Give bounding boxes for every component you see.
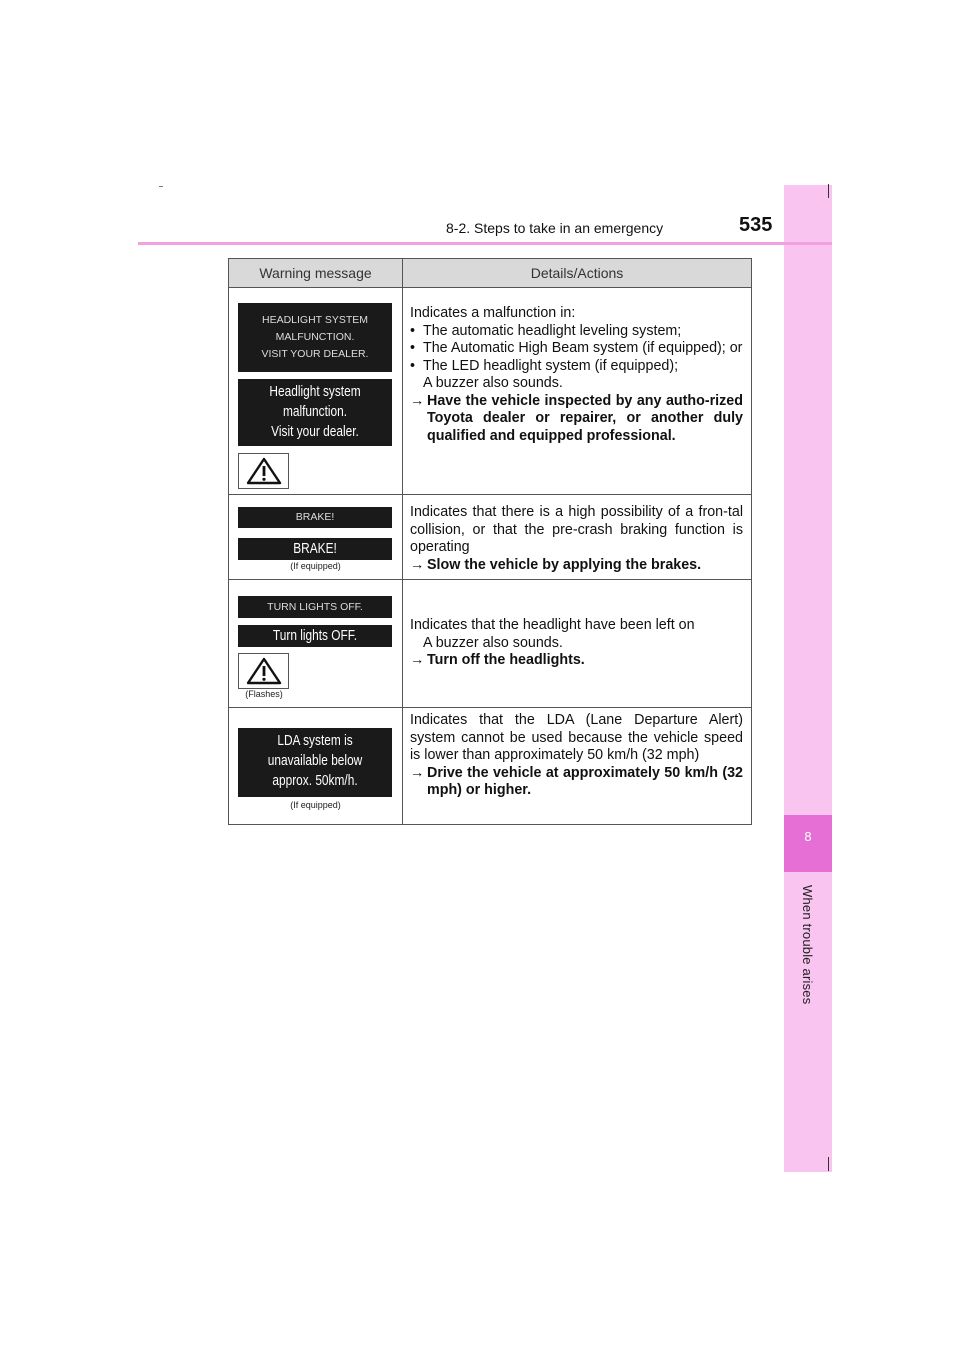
list-item	[410, 323, 743, 341]
table-row	[229, 288, 751, 495]
table-row	[229, 495, 751, 580]
warning-message-cell	[229, 495, 403, 579]
warning-message-display-alt	[238, 538, 392, 560]
action-item	[410, 557, 743, 575]
table-row	[229, 580, 751, 708]
header-rule	[138, 242, 832, 245]
action-text: Slow the vehicle by applying the brakes.	[427, 556, 702, 573]
message-line: unavailable below	[267, 753, 363, 769]
details-description: Indicates that there is a high possibility of a fron-tal collision, or that the pre-crash braking function is operating	[410, 504, 743, 555]
warning-message-cell	[229, 580, 403, 707]
warning-message-display-alt	[238, 728, 392, 797]
message-line: approx. 50km/h.	[272, 773, 358, 789]
warning-message-cell	[229, 288, 403, 494]
message-line: malfunction.	[282, 404, 348, 420]
warning-message-display-alt	[238, 625, 392, 647]
message-line: HEADLIGHT SYSTEM	[262, 314, 368, 326]
details-description: Indicates that the headlight have been left on	[410, 617, 695, 633]
action-text: Drive the vehicle at approximately 50 km/h (32 mph) or higher.	[427, 764, 743, 798]
caption: (If equipped)	[290, 800, 341, 810]
action-item	[410, 652, 743, 670]
crop-mark	[828, 184, 829, 198]
arrow-icon: →	[410, 392, 425, 409]
action-item	[410, 393, 743, 446]
arrow-icon: →	[410, 764, 425, 781]
table-row	[229, 708, 751, 824]
warning-message-display	[238, 303, 392, 372]
warning-message-display-alt	[238, 379, 392, 446]
section-title: 8-2. Steps to take in an emergency	[446, 220, 664, 236]
details-note: A buzzer also sounds.	[423, 634, 563, 651]
details-description: Indicates that the LDA (Lane Departure Alert) system cannot be used because the vehicle speed is lower than approximately 50 km/h (32 mph)	[410, 712, 743, 763]
arrow-icon: →	[410, 556, 425, 573]
details-cell	[403, 580, 751, 707]
arrow-icon: →	[410, 652, 425, 668]
page-number: 535	[739, 214, 773, 236]
list-item	[410, 358, 743, 376]
crop-mark	[159, 186, 163, 187]
bullet: •	[410, 322, 416, 339]
warning-message-table	[228, 258, 752, 825]
list-item-text: The LED headlight system (if equipped);	[423, 357, 679, 374]
list-item-text: The Automatic High Beam system (if equipped); or	[423, 340, 743, 356]
message-line: Headlight system	[269, 384, 361, 400]
action-text: Have the vehicle inspected by any autho-rized Toyota dealer or repairer, or another duly qualified and equipped professional.	[427, 392, 743, 444]
message-line: Visit your dealer.	[271, 424, 359, 440]
chapter-title: When trouble arises	[800, 885, 815, 1005]
chapter-side-tab	[784, 185, 832, 1172]
warning-message-display	[238, 507, 392, 528]
list-item-text: The automatic headlight leveling system;	[423, 322, 682, 339]
message-line: MALFUNCTION.	[275, 331, 355, 343]
bullet: •	[410, 340, 416, 356]
list-item	[410, 340, 743, 358]
warning-triangle-icon	[238, 653, 289, 689]
warning-message-display	[238, 596, 392, 618]
column-header-details: Details/Actions	[530, 265, 624, 281]
details-intro: Indicates a malfunction in:	[410, 305, 576, 321]
chapter-number: 8	[784, 815, 832, 872]
warning-triangle-icon	[238, 453, 289, 489]
table-header	[229, 259, 751, 288]
details-cell	[403, 708, 751, 824]
details-cell	[403, 288, 751, 494]
column-header-warning: Warning message	[229, 259, 403, 287]
crop-mark	[828, 1157, 829, 1171]
bullet: •	[410, 357, 416, 374]
message-line: Turn lights OFF.	[272, 628, 358, 644]
message-line: BRAKE!	[295, 511, 335, 523]
action-item	[410, 765, 743, 800]
message-line: TURN LIGHTS OFF.	[267, 601, 363, 613]
message-line: VISIT YOUR DEALER.	[261, 348, 369, 360]
message-line: LDA system is	[277, 733, 353, 749]
caption: (If equipped)	[290, 561, 341, 571]
warning-message-cell	[229, 708, 403, 824]
details-note: A buzzer also sounds.	[423, 375, 563, 391]
message-line: BRAKE!	[293, 541, 337, 557]
action-text: Turn off the headlights.	[427, 652, 585, 668]
caption: (Flashes)	[245, 689, 283, 699]
details-cell	[403, 495, 751, 579]
